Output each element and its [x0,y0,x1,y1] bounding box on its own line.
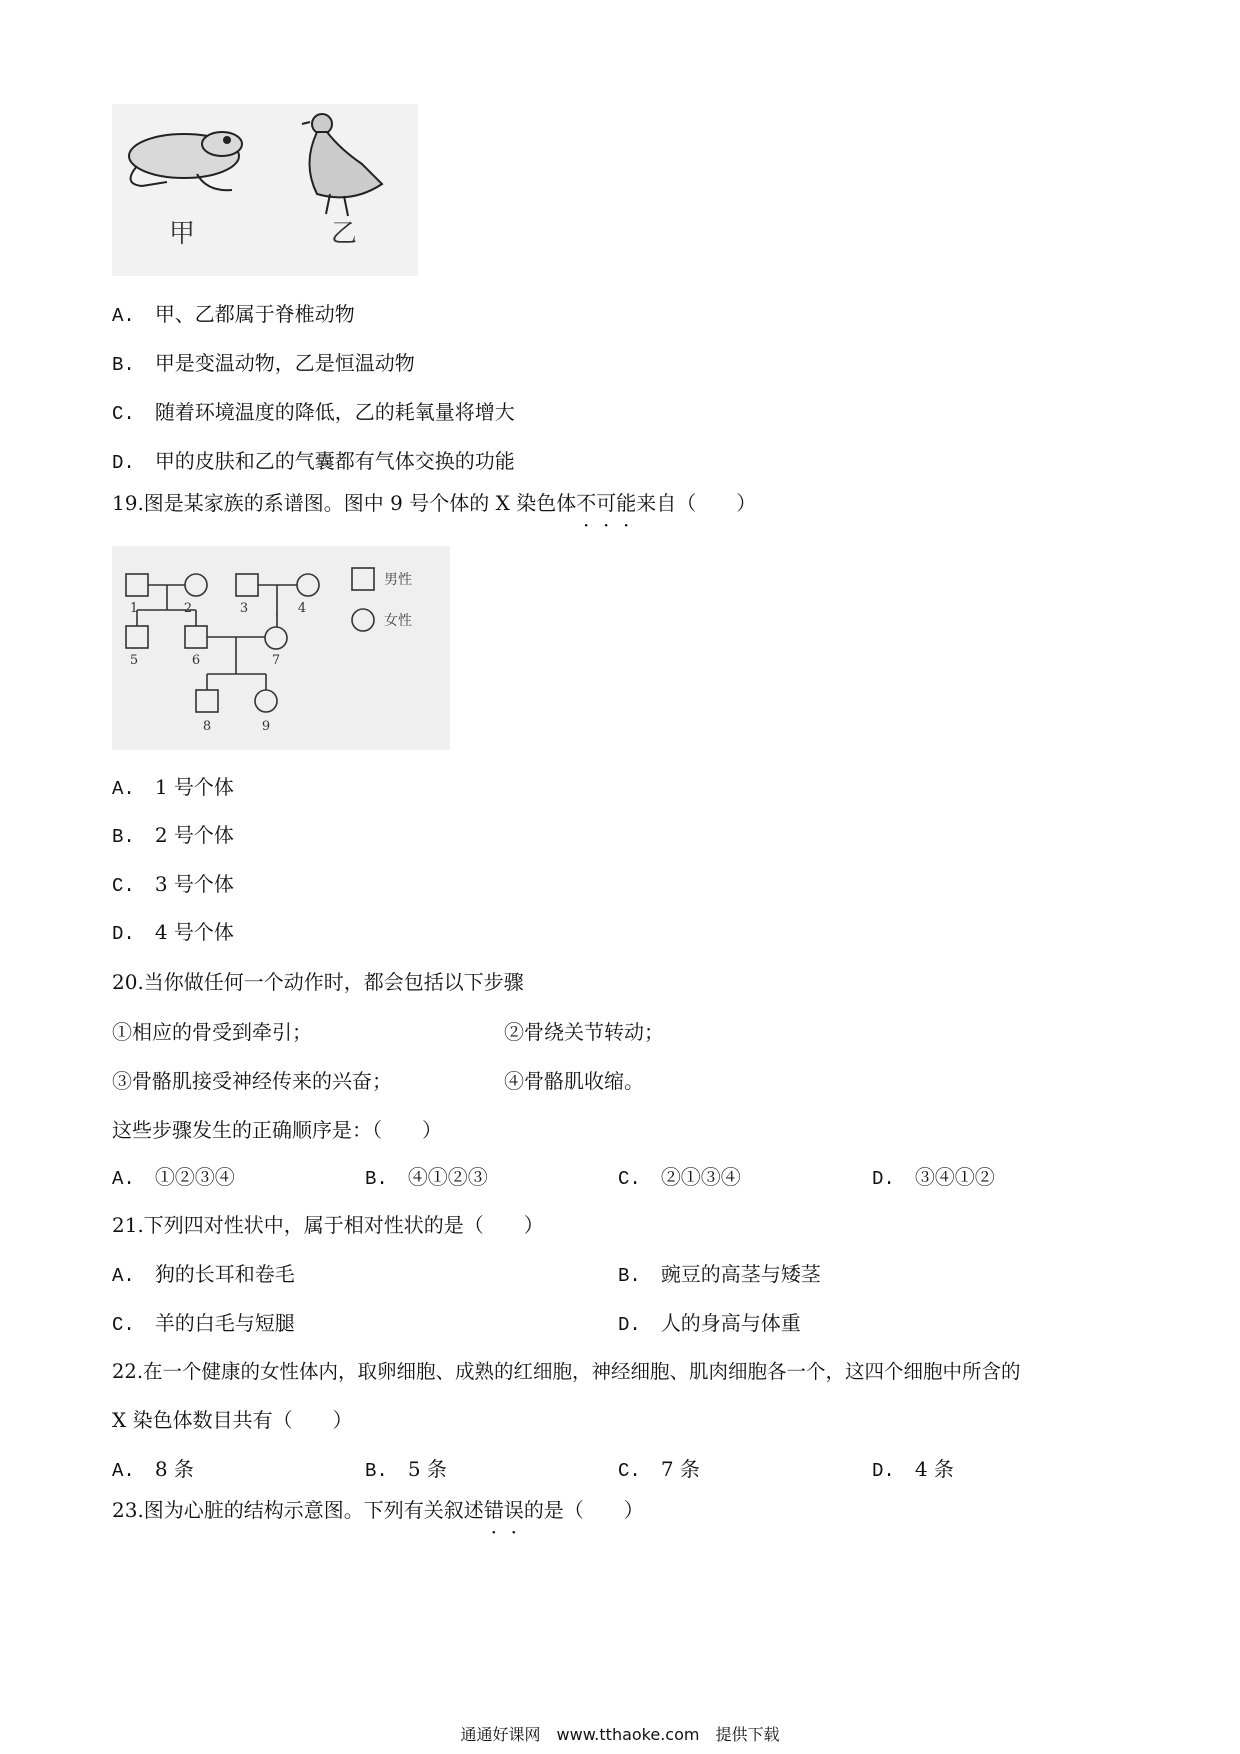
q19-option-c: C. 3 号个体 [112,872,234,897]
q20-step-4: ④骨骼肌收缩。 [504,1069,644,1093]
pedigree-num-1: 1 [129,601,139,616]
q22-stem-line2: X 染色体数目共有（ ） [112,1408,353,1432]
q19-option-a: A. 1 号个体 [112,775,234,800]
animal-figure [112,104,418,276]
label-jia: 甲 [168,219,196,249]
q23-stem: 23.图为心脏的结构示意图。下列有关叙述错误的是（ ） [112,1498,644,1522]
q21-option-b: B. 豌豆的高茎与矮茎 [618,1262,821,1287]
q22-option-a: A. 8 条 [112,1457,194,1482]
pedigree-chart [112,546,450,750]
q21-stem: 21.下列四对性状中，属于相对性状的是（ ） [112,1213,544,1237]
pedigree-num-9: 9 [261,719,271,734]
q20-option-d: D. ③④①② [872,1165,995,1190]
pedigree-num-6: 6 [191,653,201,668]
legend-male: 男性 [384,572,412,588]
pedigree-figure [112,546,450,750]
pedigree-num-4: 4 [297,601,307,616]
animal-illustration [112,104,418,276]
q19-option-b: B. 2 号个体 [112,823,234,848]
pedigree-num-7: 7 [271,653,281,668]
q21-option-c: C. 羊的白毛与短腿 [112,1311,295,1336]
pedigree-num-3: 3 [239,601,249,616]
pedigree-num-8: 8 [202,719,212,734]
label-yi: 乙 [330,219,358,249]
q18-option-a: A. 甲、乙都属于脊椎动物 [112,302,355,327]
pedigree-num-5: 5 [129,653,139,668]
page-footer: 通通好课网 www.tthaoke.com 提供下载 [460,1725,780,1744]
q20-step-3: ③骨骼肌接受神经传来的兴奋； [112,1069,392,1093]
q20-option-c: C. ②①③④ [618,1165,741,1190]
q21-option-a: A. 狗的长耳和卷毛 [112,1262,295,1287]
q18-option-b: B. 甲是变温动物，乙是恒温动物 [112,351,415,376]
q22-option-b: B. 5 条 [365,1457,447,1482]
q19-option-d: D. 4 号个体 [112,920,234,945]
q19-stem: 19.图是某家族的系谱图。图中 9 号个体的 X 染色体不可能来自（ ） [112,491,757,515]
legend-female: 女性 [384,613,412,629]
q20-step-1: ①相应的骨受到牵引； [112,1020,312,1044]
q20-stem: 20.当你做任何一个动作时，都会包括以下步骤 [112,970,524,994]
q22-stem-line1: 22.在一个健康的女性体内，取卵细胞、成熟的红细胞，神经细胞、肌肉细胞各一个，这四个细胞中所含的 [112,1360,1021,1383]
q18-option-d: D. 甲的皮肤和乙的气囊都有气体交换的功能 [112,449,515,474]
q21-option-d: D. 人的身高与体重 [618,1311,801,1336]
q20-option-b: B. ④①②③ [365,1165,488,1190]
q20-option-a: A. ①②③④ [112,1165,235,1190]
q20-ask: 这些步骤发生的正确顺序是：（ ） [112,1118,442,1142]
q22-option-c: C. 7 条 [618,1457,700,1482]
q22-option-d: D. 4 条 [872,1457,954,1482]
pedigree-num-2: 2 [183,601,193,616]
q20-step-2: ②骨绕关节转动； [504,1020,664,1044]
q18-option-c: C. 随着环境温度的降低，乙的耗氧量将增大 [112,400,515,425]
